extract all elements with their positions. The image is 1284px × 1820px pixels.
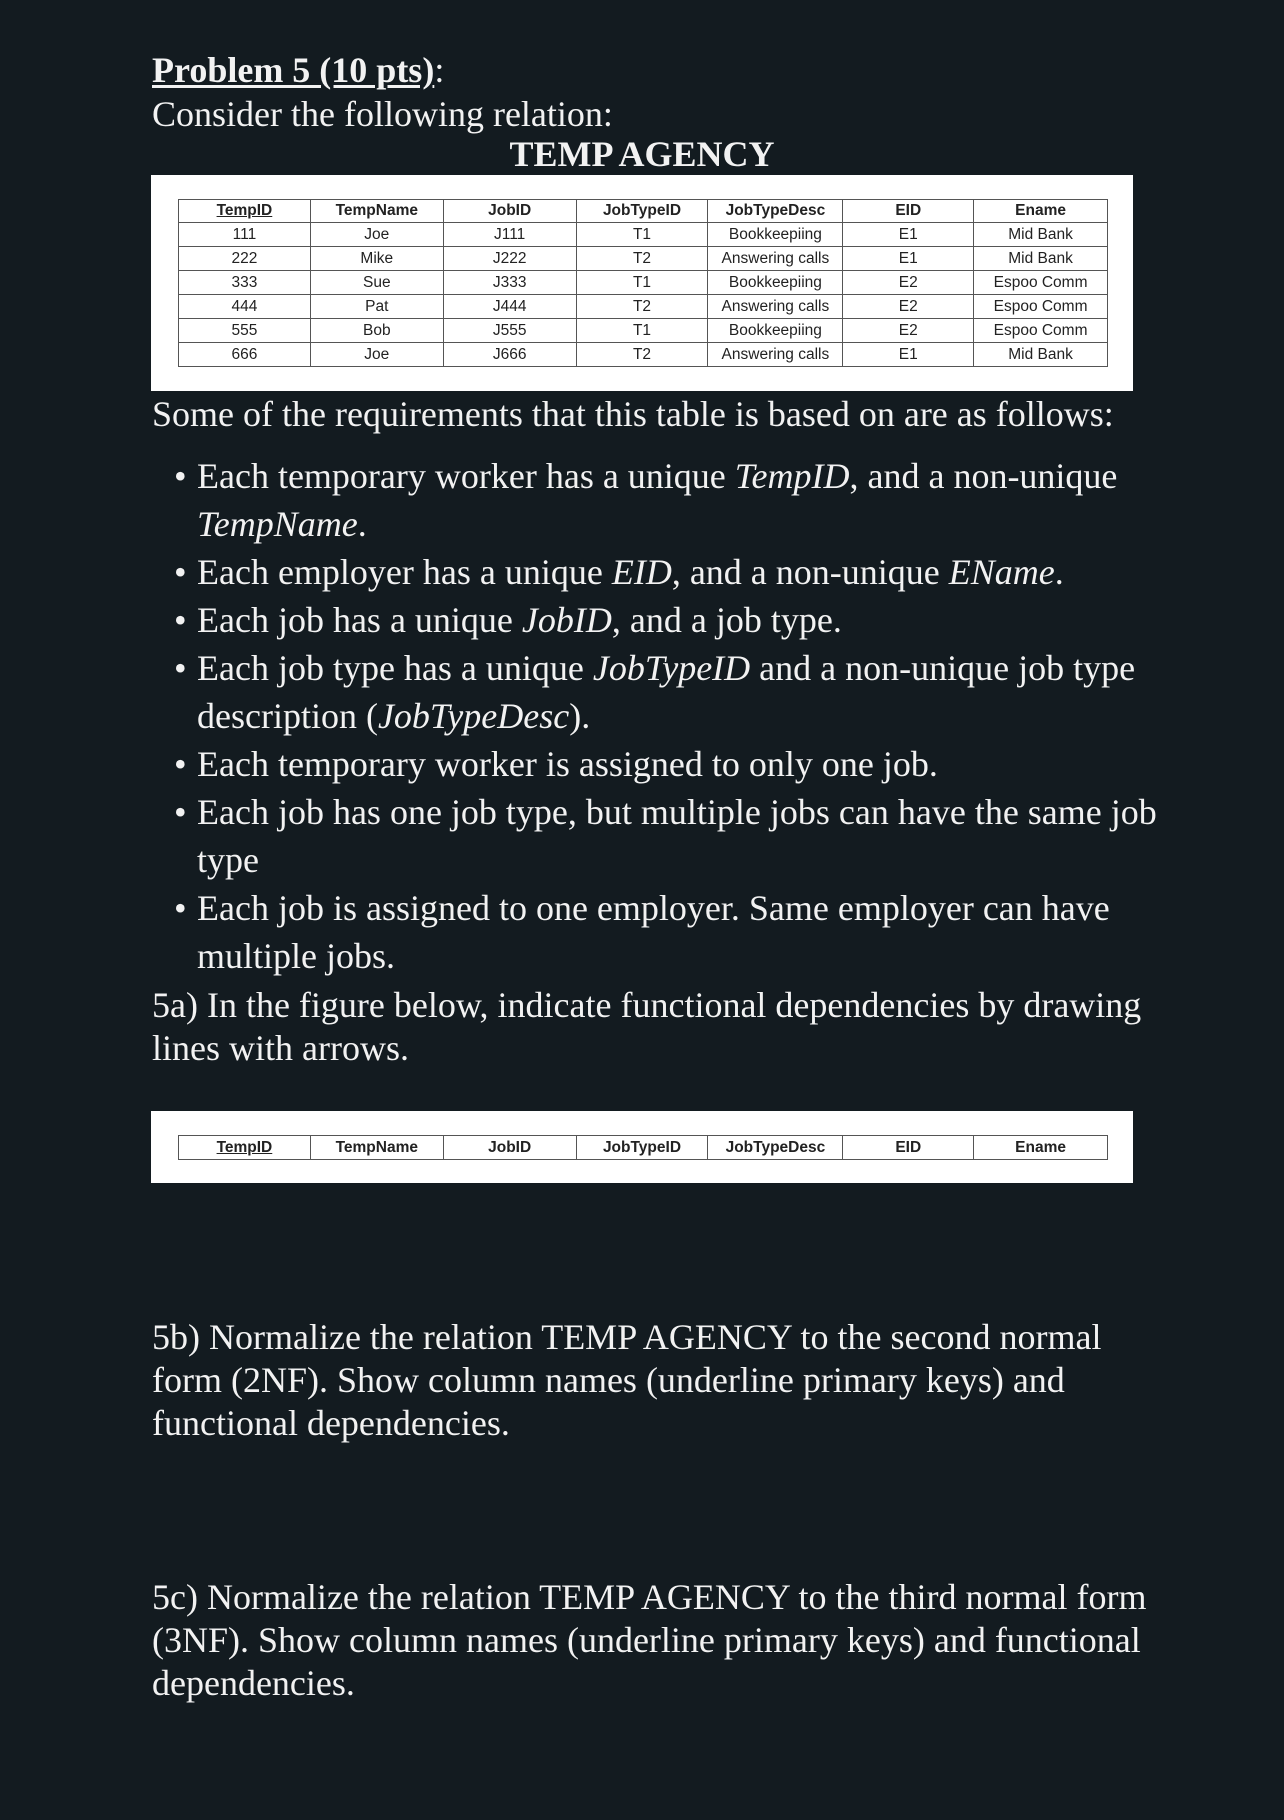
req-term: EID (611, 552, 672, 592)
table-cell: E1 (843, 343, 974, 367)
req-text: Each temporary worker has a unique (197, 456, 735, 496)
table-cell: Answering calls (708, 343, 843, 367)
question-5a: 5a) In the figure below, indicate functional dependencies by drawing lines with arrows. (152, 985, 1142, 1068)
table-cell: J333 (443, 271, 576, 295)
table-cell: 333 (179, 271, 311, 295)
table-cell: Mid Bank (974, 247, 1108, 271)
table-cell: J444 (443, 295, 576, 319)
req-term: JobTypeDesc (377, 696, 570, 736)
relation-title: TEMP AGENCY (509, 134, 775, 174)
table-cell: Mid Bank (974, 343, 1108, 367)
req-text: and a non-unique job type description ( (197, 648, 1136, 736)
table-row (179, 223, 1108, 247)
table-cell: J222 (443, 247, 576, 271)
req-text: . (1054, 552, 1064, 592)
column-header: TempName (310, 200, 443, 223)
column-header: TempID (179, 200, 311, 223)
column-header: TempID (179, 1136, 311, 1160)
table-row (179, 271, 1108, 295)
column-header: Ename (974, 200, 1108, 223)
table-cell: E2 (843, 319, 974, 343)
table-cell: 444 (179, 295, 311, 319)
column-header: Ename (974, 1136, 1108, 1160)
table-header-row (179, 200, 1108, 223)
table-cell: Pat (310, 295, 443, 319)
req-term: JobTypeID (592, 648, 751, 688)
req-term: TempID (734, 456, 850, 496)
table-row (179, 295, 1108, 319)
table-cell: E2 (843, 271, 974, 295)
column-header: EID (843, 1136, 974, 1160)
req-text: , and a non-unique (671, 552, 949, 592)
table-cell: T2 (576, 247, 708, 271)
table-row (179, 247, 1108, 271)
table-cell: Mid Bank (974, 223, 1108, 247)
column-header: JobTypeID (576, 200, 708, 223)
table-cell: Answering calls (708, 295, 843, 319)
table-cell: T2 (576, 295, 708, 319)
table-cell: T1 (576, 271, 708, 295)
req-term: EName (948, 552, 1055, 592)
list-item (152, 644, 1172, 740)
dependency-figure-table (178, 1135, 1108, 1160)
list-item (152, 452, 1172, 548)
problem-heading (152, 48, 444, 92)
table-cell: Espoo Comm (974, 295, 1108, 319)
req-text: , and a job type. (611, 600, 842, 640)
table-cell: Mike (310, 247, 443, 271)
column-header: TempName (310, 1136, 443, 1160)
column-header: JobID (443, 200, 576, 223)
table-cell: Espoo Comm (974, 319, 1108, 343)
table-cell: Joe (310, 343, 443, 367)
column-header: JobID (443, 1136, 576, 1160)
req-text: Each job has a unique (197, 600, 522, 640)
req-text: ). (569, 696, 591, 736)
req-term: TempName (197, 504, 358, 544)
table-header-row (179, 1136, 1108, 1160)
table-cell: T1 (576, 223, 708, 247)
table-cell: Answering calls (708, 247, 843, 271)
req-term: JobID (521, 600, 612, 640)
problem-title: Problem 5 (10 pts) (152, 50, 435, 90)
table-cell: Bookkeepiing (708, 271, 843, 295)
list-item: • Each temporary worker is assigned to only one job. (152, 740, 1172, 788)
question-5c: 5c) Normalize the relation TEMP AGENCY to the third normal form (3NF). Show column names (underline primary keys) and functional dependencies. (152, 1577, 1147, 1703)
table-cell: 666 (179, 343, 311, 367)
req-text: , and a non-unique (849, 456, 1118, 496)
table-cell: Espoo Comm (974, 271, 1108, 295)
table-cell: Bookkeepiing (708, 319, 843, 343)
column-header: EID (843, 200, 974, 223)
list-item: • Each job has one job type, but multiple jobs can have the same job type (152, 788, 1172, 884)
table-cell: 111 (179, 223, 311, 247)
table-cell: Bob (310, 319, 443, 343)
table-cell: E1 (843, 247, 974, 271)
column-header: JobTypeID (576, 1136, 708, 1160)
requirements-intro: Some of the requirements that this table is based on are as follows: (152, 394, 1114, 434)
table-cell: J666 (443, 343, 576, 367)
table-cell: J111 (443, 223, 576, 247)
relation-table (178, 199, 1108, 367)
req-text: . (357, 504, 367, 544)
table-cell: Joe (310, 223, 443, 247)
table-cell: Bookkeepiing (708, 223, 843, 247)
question-5b: 5b) Normalize the relation TEMP AGENCY to the second normal form (2NF). Show column names (underline primary keys) and functional dependencies. (152, 1317, 1102, 1443)
table-cell: T1 (576, 319, 708, 343)
list-item (152, 596, 1172, 644)
req-text: Each employer has a unique (197, 552, 612, 592)
table-cell: T2 (576, 343, 708, 367)
list-item: • Each job is assigned to one employer. Same employer can have multiple jobs. (152, 884, 1172, 980)
req-text: Each job type has a unique (197, 648, 593, 688)
requirements-list (152, 452, 1172, 980)
table-cell: E1 (843, 223, 974, 247)
table-cell: Sue (310, 271, 443, 295)
problem-intro: Consider the following relation: (152, 94, 613, 134)
table-row (179, 343, 1108, 367)
table-cell: 555 (179, 319, 311, 343)
table-row (179, 319, 1108, 343)
column-header: JobTypeDesc (708, 1136, 843, 1160)
table-cell: J555 (443, 319, 576, 343)
table-cell: E2 (843, 295, 974, 319)
problem-colon: : (434, 50, 445, 90)
table-cell: 222 (179, 247, 311, 271)
list-item (152, 548, 1172, 596)
column-header: JobTypeDesc (708, 200, 843, 223)
